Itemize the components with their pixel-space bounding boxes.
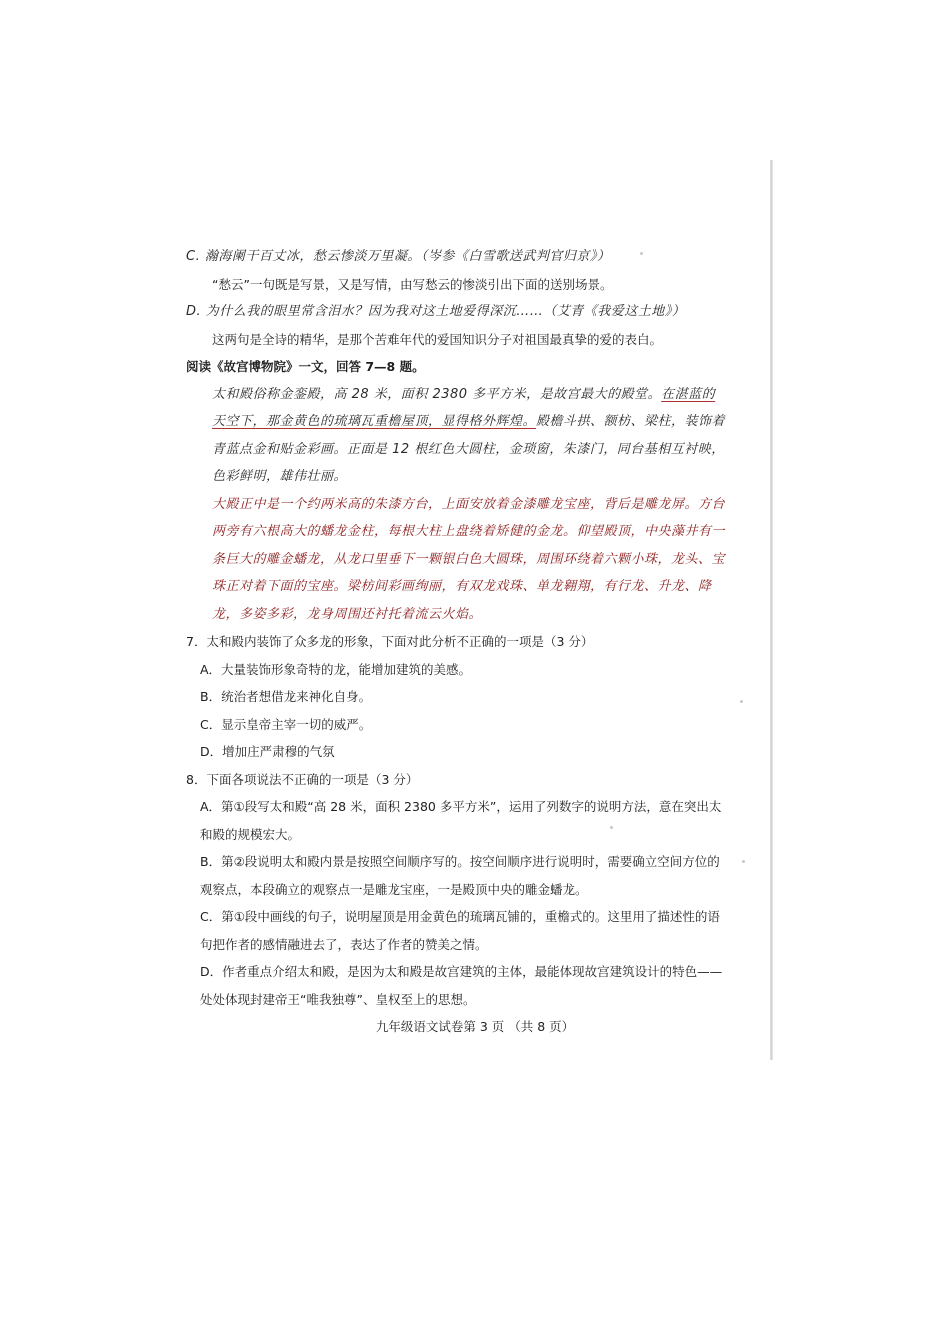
passage-paragraph-1 bbox=[186, 381, 726, 491]
option-d: D. 为什么我的眼里常含泪水？因为我对这土地爱得深沉……（艾青《我爱这土地》） bbox=[186, 304, 686, 319]
question-7-option-c: C．显示皇帝主宰一切的威严。 bbox=[200, 716, 372, 732]
question-8-option-c: C．第①段中画线的句子，说明屋顶是用金黄色的琉璃瓦铺的，重檐式的。这里用了描述性的语句把作者的感情融进去了，表达了作者的赞美之情。 bbox=[200, 909, 720, 952]
question-8-option-a: A．第①段写太和殿“高 28 米，面积 2380 多平方米”，运用了列数字的说明方法，意在突出太和殿的规模宏大。 bbox=[200, 799, 722, 842]
passage-p1-start: 太和殿俗称金銮殿，高 28 米，面积 2380 多平方米，是故宫最大的殿堂。 bbox=[212, 386, 662, 402]
reading-prompt: 阅读《故宫博物院》一文，回答 7—8 题。 bbox=[186, 359, 425, 374]
question-7-stem: 7．太和殿内装饰了众多龙的形象，下面对此分析不正确的一项是（3 分） bbox=[186, 634, 594, 649]
passage-p1-rest: 殿檐斗拱、额枋、梁柱，装饰着青蓝点金和贴金彩画。正面是 12 根红色大圆柱，金琐窗，朱漆门，同台基相互衬映，色彩鲜明，雄伟壮丽。 bbox=[212, 414, 726, 484]
scan-binding-line bbox=[770, 160, 773, 1060]
scan-speck bbox=[742, 860, 745, 863]
question-7-option-d: D．增加庄严肃穆的气氛 bbox=[200, 744, 335, 759]
question-8-option-b: B．第②段说明太和殿内景是按照空间顺序写的。按空间顺序进行说明时，需要确立空间方位的观察点，本段确立的观察点一是雕龙宝座，一是殿顶中央的雕金蟠龙。 bbox=[200, 854, 720, 897]
scan-speck bbox=[740, 700, 743, 703]
question-7-option-b: B．统治者想借龙来神化自身。 bbox=[200, 689, 372, 704]
underlined-sentence: 在湛蓝的天空下，那金黄色的琉璃瓦重檐屋顶，显得格外辉煌。 bbox=[212, 386, 716, 429]
exam-content bbox=[186, 243, 726, 1013]
option-c-analysis: “愁云”一句既是写景，又是写情，由写愁云的惨淡引出下面的送别场景。 bbox=[212, 276, 613, 292]
question-8-stem: 8．下面各项说法不正确的一项是（3 分） bbox=[186, 771, 419, 787]
page-footer: 九年级语文试卷第 3 页 （共 8 页） bbox=[375, 1019, 575, 1034]
question-8-option-d: D．作者重点介绍太和殿，是因为太和殿是故宫建筑的主体，最能体现故宫建筑设计的特色——处处体现封建帝王“唯我独尊”、皇权至上的思想。 bbox=[200, 964, 723, 1007]
passage-paragraph-2: 大殿正中是一个约两米高的朱漆方台，上面安放着金漆雕龙宝座，背后是雕龙屏。方台两旁有六根高大的蟠龙金柱，每根大柱上盘绕着矫健的金龙。仰望殿顶，中央藻井有一条巨大的雕金蟠龙，从龙口里垂下一颗银白色大圆珠，周围环绕着六颗小珠，龙头、宝珠正对着下面的宝座。梁枋间彩画绚丽，有双龙戏珠、单龙翱翔，有行龙、升龙、降龙，多姿多彩，龙身周围还衬托着流云火焰。 bbox=[212, 496, 726, 622]
question-7-option-a: A．大量装饰形象奇特的龙，能增加建筑的美感。 bbox=[200, 661, 472, 677]
option-d-analysis: 这两句是全诗的精华，是那个苦难年代的爱国知识分子对祖国最真挚的爱的表白。 bbox=[212, 331, 663, 347]
option-c: C. 瀚海阑干百丈冰，愁云惨淡万里凝。（岑参《白雪歌送武判官归京》） bbox=[186, 249, 611, 264]
